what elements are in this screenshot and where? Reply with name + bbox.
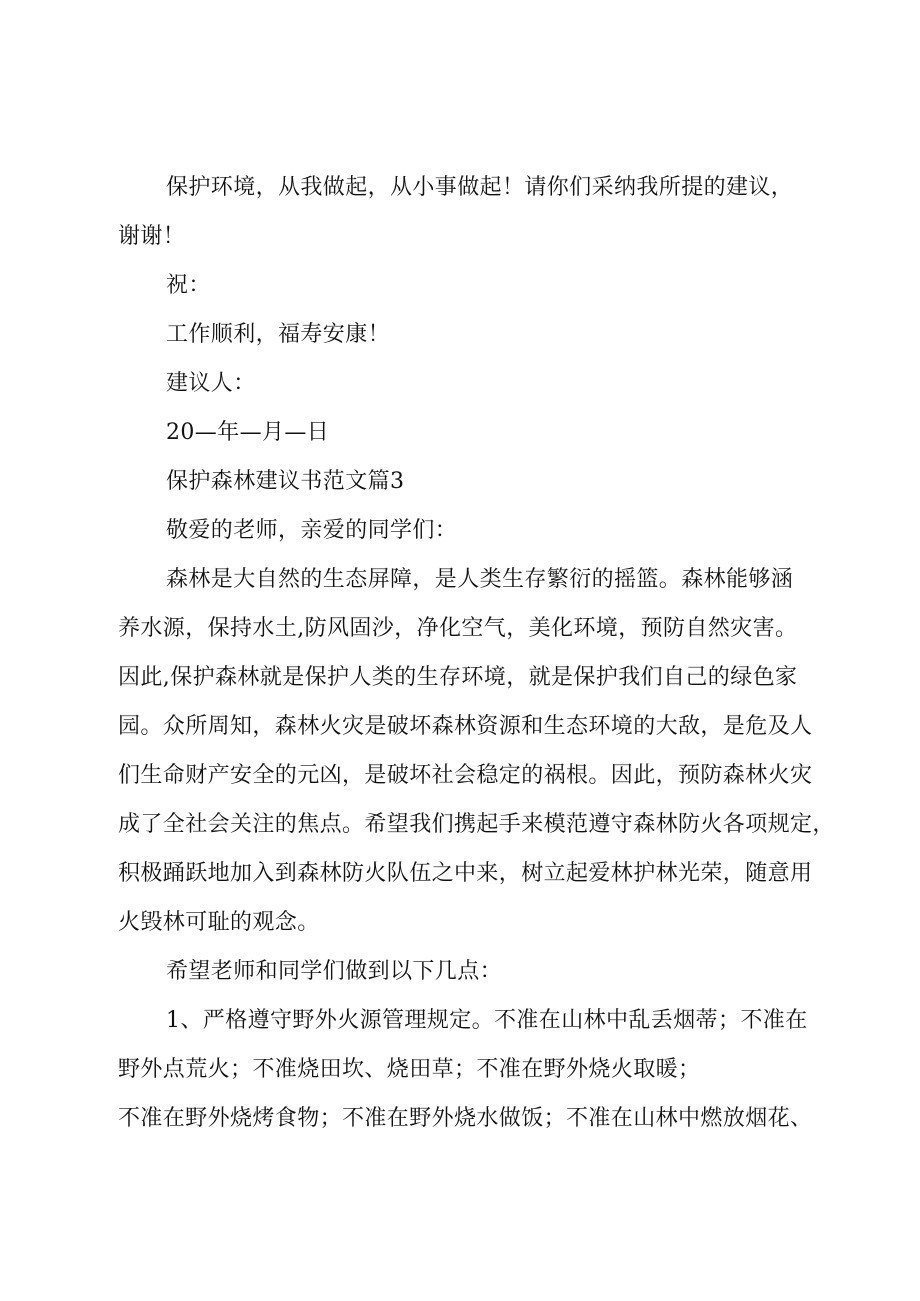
paragraph-line-10: 火毁林可耻的观念。 [118,910,320,935]
paragraph-line-1: 保护环境，从我做起，从小事做起！请你们采纳我所提的建议， [166,175,794,200]
paragraph-line-11: 希望老师和同学们做到以下几点： [166,959,503,984]
paragraph-line-9: 积极踊跃地加入到森林防火队伍之中来，树立起爱林护林光荣，随意用 [118,861,813,886]
paragraph-line-2: 谢谢！ [118,224,186,249]
paragraph-line-3: 森林是大自然的生态屏障，是人类生存繁衍的摇篮。森林能够涵 [166,567,794,592]
paragraph-line-4: 养水源，保持水土,防风固沙，净化空气，美化环境，预防自然灾害。 [118,616,798,641]
list-item-1-line-1: 1、严格遵守野外火源管理规定。不准在山林中乱丢烟蒂；不准在 [166,1008,808,1033]
paragraph-line-6: 园。众所周知，森林火灾是破坏森林资源和生态环境的大敌，是危及人 [118,714,813,739]
salutation-line: 敬爱的老师，亲爱的同学们： [166,518,458,543]
list-item-1-line-3: 不准在野外烧烤食物；不准在野外烧水做饭；不准在山林中燃放烟花、 [118,1106,813,1131]
paragraph-line-5: 因此,保护森林就是保护人类的生存环境，就是保护我们自己的绿色家 [118,665,798,690]
signature-label: 建议人： [166,371,256,396]
wish-line: 工作顺利，福寿安康！ [166,322,391,347]
paragraph-line-7: 们生命财产安全的元凶，是破坏社会稳定的祸根。因此，预防森林火灾 [118,763,813,788]
date-line: 20—年—月—日 [166,420,330,445]
paragraph-line-8: 成了全社会关注的焦点。希望我们携起手来模范遵守森林防火各项规定， [118,812,835,837]
section-title: 保护森林建议书范文篇3 [166,469,405,494]
greeting-line: 祝： [166,273,211,298]
list-item-1-line-2: 野外点荒火；不准烧田坎、烧田草；不准在野外烧火取暖； [118,1057,701,1082]
